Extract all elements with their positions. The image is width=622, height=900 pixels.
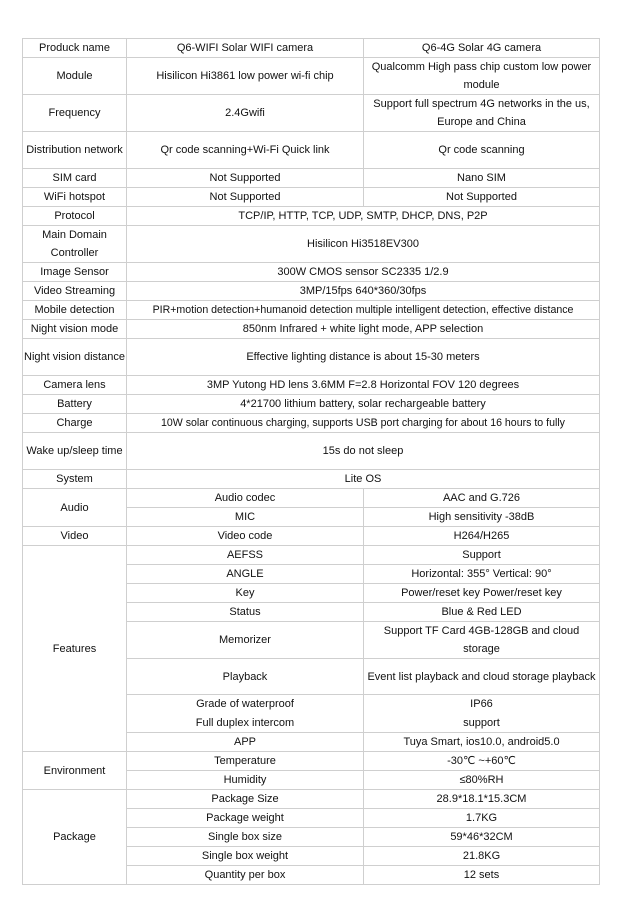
label-night-vision-distance: Night vision distance (23, 339, 127, 376)
row-charge (23, 414, 600, 433)
row-night-vision-mode (23, 320, 600, 339)
sublabel-aefss: AEFSS (127, 546, 364, 565)
sublabel-humidity: Humidity (127, 771, 364, 790)
value-package-weight: 1.7KG (364, 809, 600, 828)
value-mic: High sensitivity -38dB (364, 508, 600, 527)
label-system: System (23, 470, 127, 489)
value-angle: Horizontal: 355° Vertical: 90° (364, 565, 600, 584)
sublabel-playback: Playback (127, 659, 364, 695)
row-distribution-network (23, 132, 600, 169)
label-charge: Charge (23, 414, 127, 433)
row-module (23, 58, 600, 95)
sublabel-audio-codec: Audio codec (127, 489, 364, 508)
sublabel-key: Key (127, 584, 364, 603)
label-frequency: Frequency (23, 95, 127, 132)
value-wifi-module: Hisilicon Hi3861 low power wi-fi chip (127, 58, 364, 95)
sublabel-package-size: Package Size (127, 790, 364, 809)
value-protocol: TCP/IP, HTTP, TCP, UDP, SMTP, DHCP, DNS, P2P (127, 207, 600, 226)
value-video-streaming: 3MP/15fps 640*360/30fps (127, 282, 600, 301)
value-humidity: ≤80%RH (364, 771, 600, 790)
sublabel-intercom: Full duplex intercom (127, 714, 364, 733)
value-wifi-frequency: 2.4Gwifi (127, 95, 364, 132)
sublabel-video-code: Video code (127, 527, 364, 546)
row-frequency (23, 95, 600, 132)
sublabel-app: APP (127, 733, 364, 752)
row-main-controller (23, 226, 600, 263)
value-wifi-name: Q6-WIFI Solar WIFI camera (127, 39, 364, 58)
sublabel-waterproof: Grade of waterproof (127, 695, 364, 714)
value-single-box-size: 59*46*32CM (364, 828, 600, 847)
value-video-code: H264/H265 (364, 527, 600, 546)
row-product-name (23, 39, 600, 58)
value-package-size: 28.9*18.1*15.3CM (364, 790, 600, 809)
sublabel-single-box-weight: Single box weight (127, 847, 364, 866)
label-video: Video (23, 527, 127, 546)
row-system (23, 470, 600, 489)
label-audio: Audio (23, 489, 127, 527)
row-package-size (23, 790, 600, 809)
row-sim-card (23, 169, 600, 188)
label-wifi-hotspot: WiFi hotspot (23, 188, 127, 207)
row-aefss (23, 546, 600, 565)
label-features: Features (23, 546, 127, 752)
label-wake-sleep: Wake up/sleep time (23, 433, 127, 470)
value-memorizer: Support TF Card 4GB-128GB and cloud storage (364, 622, 600, 659)
label-main-controller: Main Domain Controller (23, 226, 127, 263)
value-4g-module: Qualcomm High pass chip custom low power module (364, 58, 600, 95)
value-4g-name: Q6-4G Solar 4G camera (364, 39, 600, 58)
label-image-sensor: Image Sensor (23, 263, 127, 282)
value-4g-distribution: Qr code scanning (364, 132, 600, 169)
value-camera-lens: 3MP Yutong HD lens 3.6MM F=2.8 Horizontal FOV 120 degrees (127, 376, 600, 395)
value-image-sensor: 300W CMOS sensor SC2335 1/2.9 (127, 263, 600, 282)
sublabel-angle: ANGLE (127, 565, 364, 584)
row-protocol (23, 207, 600, 226)
value-battery: 4*21700 lithium battery, solar rechargeable battery (127, 395, 600, 414)
value-system: Lite OS (127, 470, 600, 489)
sublabel-memorizer: Memorizer (127, 622, 364, 659)
value-quantity-per-box: 12 sets (364, 866, 600, 885)
value-single-box-weight: 21.8KG (364, 847, 600, 866)
value-main-controller: Hisilicon Hi3518EV300 (127, 226, 600, 263)
value-mobile-detection: PIR+motion detection+humanoid detection multiple intelligent detection, effective distance (127, 301, 600, 320)
row-battery (23, 395, 600, 414)
value-playback: Event list playback and cloud storage playback (364, 659, 600, 695)
label-battery: Battery (23, 395, 127, 414)
sublabel-single-box-size: Single box size (127, 828, 364, 847)
label-product-name: Produck name (23, 39, 127, 58)
value-charge: 10W solar continuous charging, supports USB port charging for about 16 hours to fully (127, 414, 600, 433)
value-night-vision-mode: 850nm Infrared + white light mode, APP selection (127, 320, 600, 339)
row-image-sensor (23, 263, 600, 282)
value-status: Blue & Red LED (364, 603, 600, 622)
row-mobile-detection (23, 301, 600, 320)
row-night-vision-distance (23, 339, 600, 376)
sublabel-package-weight: Package weight (127, 809, 364, 828)
label-protocol: Protocol (23, 207, 127, 226)
value-intercom: support (364, 714, 600, 733)
label-mobile-detection: Mobile detection (23, 301, 127, 320)
sublabel-mic: MIC (127, 508, 364, 527)
label-package: Package (23, 790, 127, 885)
value-wifi-distribution: Qr code scanning+Wi-Fi Quick link (127, 132, 364, 169)
label-module: Module (23, 58, 127, 95)
label-environment: Environment (23, 752, 127, 790)
sublabel-quantity-per-box: Quantity per box (127, 866, 364, 885)
label-camera-lens: Camera lens (23, 376, 127, 395)
value-4g-hotspot: Not Supported (364, 188, 600, 207)
sublabel-status: Status (127, 603, 364, 622)
value-wake-sleep: 15s do not sleep (127, 433, 600, 470)
label-video-streaming: Video Streaming (23, 282, 127, 301)
row-temperature (23, 752, 600, 771)
value-night-vision-distance: Effective lighting distance is about 15-30 meters (127, 339, 600, 376)
spec-table (22, 38, 600, 885)
value-waterproof: IP66 (364, 695, 600, 714)
row-camera-lens (23, 376, 600, 395)
row-wifi-hotspot (23, 188, 600, 207)
value-key: Power/reset key Power/reset key (364, 584, 600, 603)
row-audio-codec (23, 489, 600, 508)
value-4g-sim: Nano SIM (364, 169, 600, 188)
row-video-streaming (23, 282, 600, 301)
value-aefss: Support (364, 546, 600, 565)
sublabel-temperature: Temperature (127, 752, 364, 771)
label-sim-card: SIM card (23, 169, 127, 188)
value-temperature: -30℃ ~+60℃ (364, 752, 600, 771)
value-app: Tuya Smart, ios10.0, android5.0 (364, 733, 600, 752)
value-4g-frequency: Support full spectrum 4G networks in the us, Europe and China (364, 95, 600, 132)
value-wifi-sim: Not Supported (127, 169, 364, 188)
row-video (23, 527, 600, 546)
label-night-vision-mode: Night vision mode (23, 320, 127, 339)
row-wake-sleep (23, 433, 600, 470)
label-distribution-network: Distribution network (23, 132, 127, 169)
value-wifi-hotspot: Not Supported (127, 188, 364, 207)
value-audio-codec: AAC and G.726 (364, 489, 600, 508)
